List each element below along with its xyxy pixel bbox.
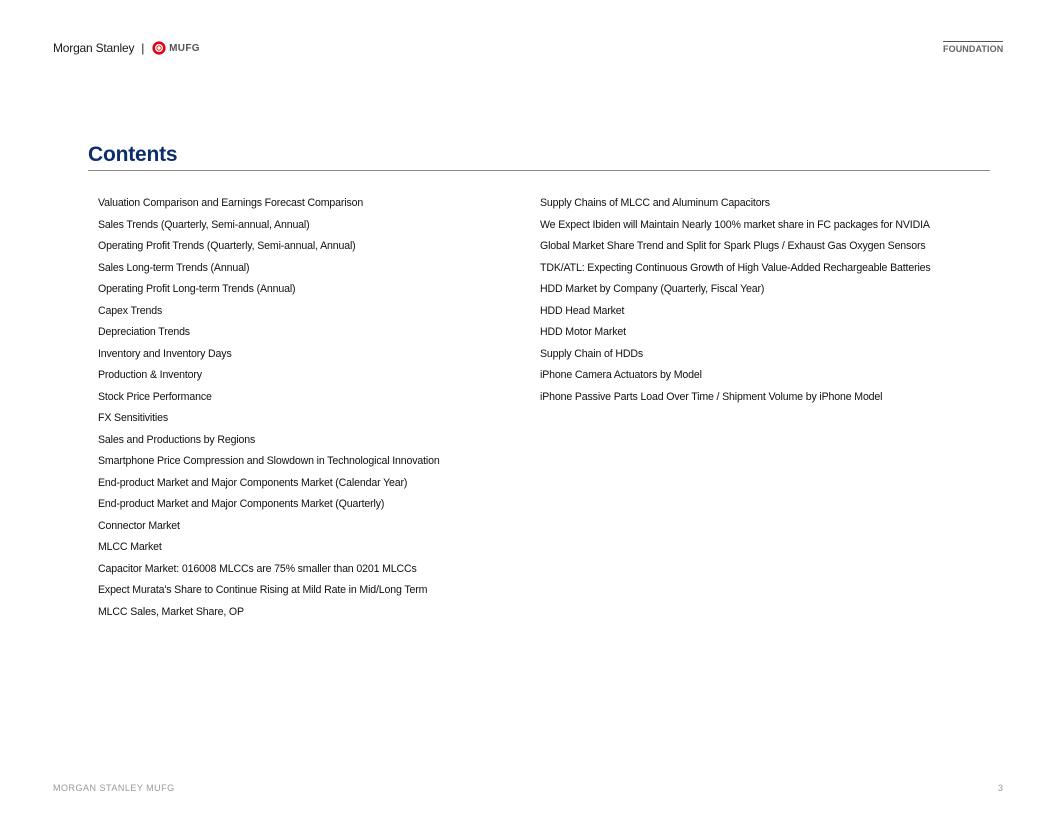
toc-item[interactable]: Global Market Share Trend and Split for Spark Plugs / Exhaust Gas Oxygen Sensors	[540, 240, 926, 252]
toc-item[interactable]: End-product Market and Major Components Market (Quarterly)	[98, 498, 385, 510]
toc-item[interactable]: Supply Chains of MLCC and Aluminum Capacitors	[540, 197, 770, 209]
company-logo	[53, 40, 200, 56]
footer-brand: MORGAN STANLEY MUFG	[53, 783, 175, 793]
logo-mufg-text: MUFG	[169, 42, 200, 54]
toc-item[interactable]: Connector Market	[98, 519, 180, 532]
toc-item[interactable]: Operating Profit Long-term Trends (Annual)	[98, 283, 296, 295]
toc-item[interactable]: HDD Market by Company (Quarterly, Fiscal Year)	[540, 283, 765, 295]
toc-left-column	[98, 194, 528, 624]
toc-right-column	[540, 194, 980, 409]
toc-item[interactable]: Stock Price Performance	[98, 390, 212, 403]
logo-separator: |	[141, 41, 145, 55]
toc-item[interactable]: Valuation Comparison and Earnings Forecast Comparison	[98, 197, 364, 209]
toc-item[interactable]: Sales Trends (Quarterly, Semi-annual, Annual)	[98, 218, 310, 231]
toc-item[interactable]: Depreciation Trends	[98, 326, 190, 338]
page-title: Contents	[88, 143, 178, 166]
toc-item[interactable]: We Expect Ibiden will Maintain Nearly 100% market share in FC packages for NVIDIA	[540, 218, 930, 231]
toc-item[interactable]: Production & Inventory	[98, 369, 202, 381]
section-tag: FOUNDATION	[943, 41, 1003, 54]
toc-item[interactable]: TDK/ATL: Expecting Continuous Growth of High Value-Added Rechargeable Batteries	[540, 261, 931, 274]
toc-item[interactable]: HDD Head Market	[540, 304, 625, 317]
title-divider	[88, 170, 990, 171]
toc-item[interactable]: Operating Profit Trends (Quarterly, Semi-annual, Annual)	[98, 240, 356, 252]
toc-item[interactable]: End-product Market and Major Components Market (Calendar Year)	[98, 476, 408, 489]
toc-item[interactable]: Expect Murata's Share to Continue Rising at Mild Rate in Mid/Long Term	[98, 584, 428, 596]
toc-item[interactable]: HDD Motor Market	[540, 326, 626, 338]
toc-item[interactable]: iPhone Passive Parts Load Over Time / Shipment Volume by iPhone Model	[540, 390, 883, 403]
toc-item[interactable]: Supply Chain of HDDs	[540, 347, 643, 360]
toc-item[interactable]: iPhone Camera Actuators by Model	[540, 369, 702, 381]
toc-item[interactable]: Sales and Productions by Regions	[98, 433, 256, 446]
toc-item[interactable]: Inventory and Inventory Days	[98, 347, 232, 360]
logo-morgan-stanley-text: Morgan Stanley	[53, 41, 135, 55]
toc-item[interactable]: MLCC Market	[98, 541, 162, 553]
toc-item[interactable]: Capex Trends	[98, 304, 163, 317]
toc-item[interactable]: Sales Long-term Trends (Annual)	[98, 261, 250, 274]
toc-item[interactable]: Capacitor Market: 016008 MLCCs are 75% smaller than 0201 MLCCs	[98, 562, 417, 575]
toc-item[interactable]: Smartphone Price Compression and Slowdown in Technological Innovation	[98, 455, 440, 467]
mufg-logo-icon	[152, 41, 166, 55]
page-number: 3	[997, 783, 1003, 793]
toc-item[interactable]: MLCC Sales, Market Share, OP	[98, 605, 244, 618]
toc-item[interactable]: FX Sensitivities	[98, 412, 169, 424]
